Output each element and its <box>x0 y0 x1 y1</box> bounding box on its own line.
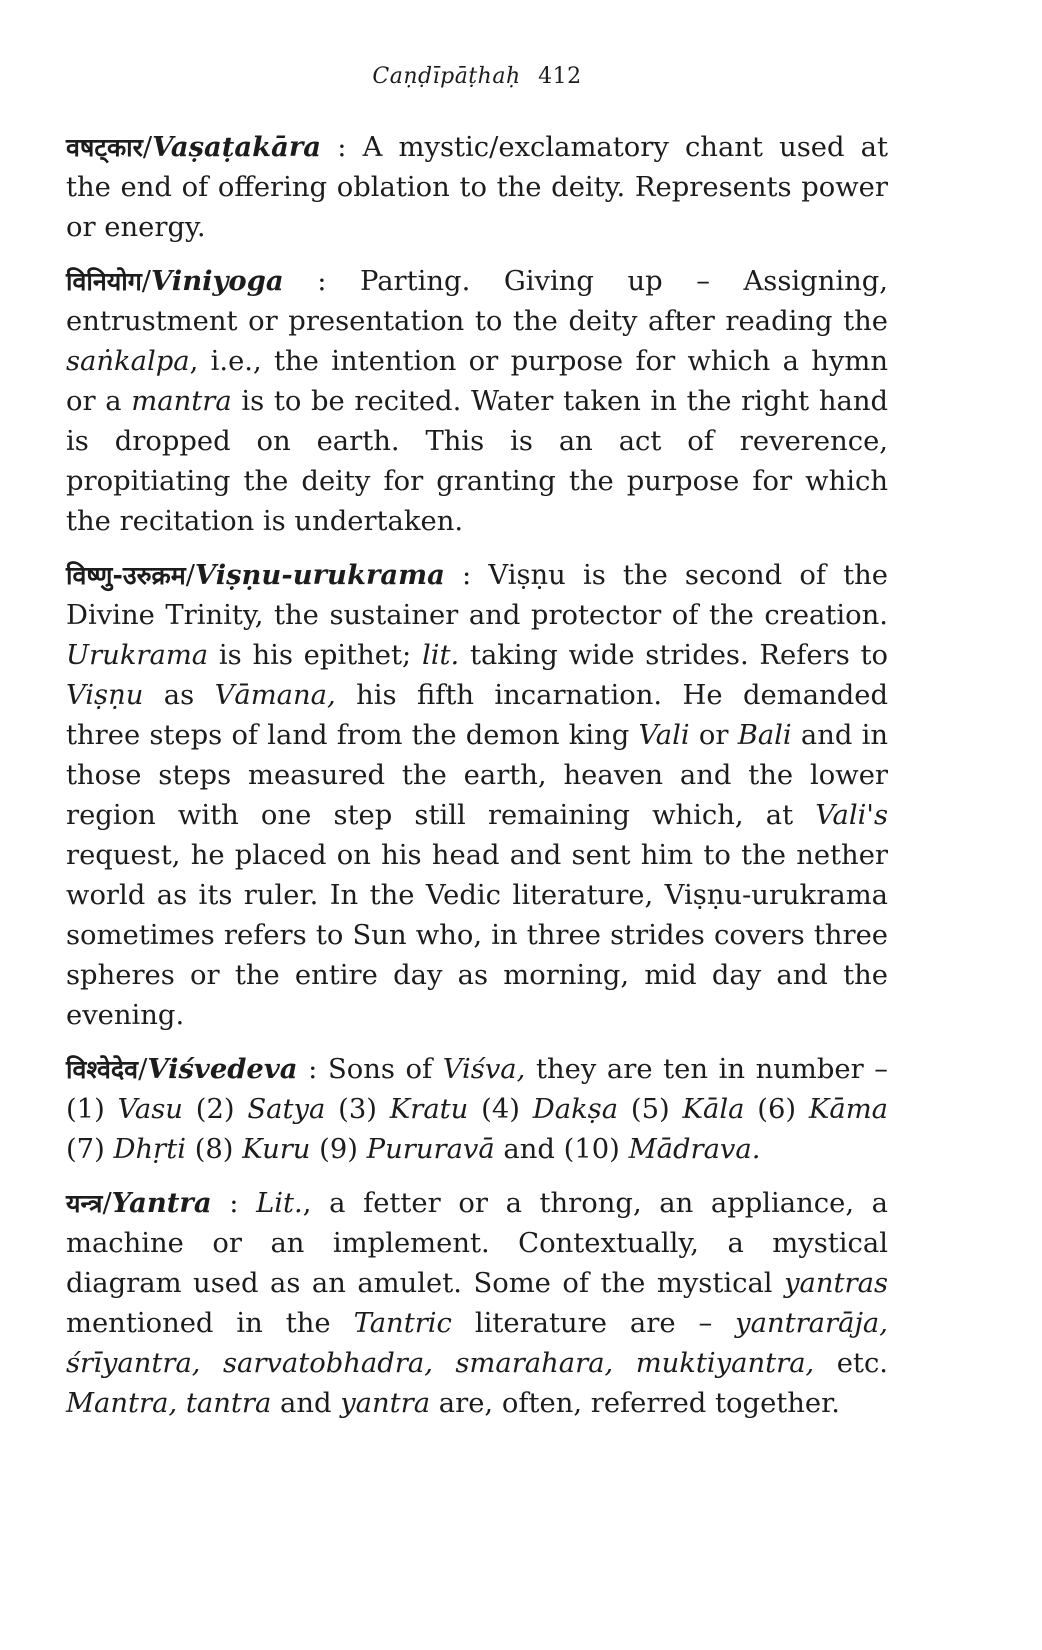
entry-italic: Tantric <box>353 1308 452 1339</box>
glossary-entry-visvedeva: विश्वेदेव/Viśvedeva : Sons of Viśva, they are ten in number – (1) Vasu (2) Satya (3) Kratu (4) Dakṣa (5) Kāla (6) Kāma (7) Dhṛti (8) Kuru (9) Pururavā and (10) Mādrava. <box>66 1053 889 1165</box>
entry-text: they are ten in number – (1) <box>66 1054 888 1125</box>
headword-transliteration: Viṣṇu-urukrama <box>194 559 445 591</box>
entry-text: (2) <box>182 1094 248 1125</box>
entry-text: taking wide strides. Refers to <box>459 640 889 671</box>
glossary-entry-yantra: यन्त्र/Yantra : Lit., a fetter or a throng, an appliance, a machine or an implement. Contextually, a mystical diagram used as an amulet. Some of the mystical yantras mentioned in the Tantric literature are – yantrarāja, śrīyantra, sarvatobhadra, smarahara, muktiyantra, etc. Mantra, tantra and yantra are, often, referred together. <box>66 1187 888 1419</box>
headword-transliteration: Yantra <box>111 1187 212 1219</box>
entry-italic: yantrarāja, śrīyantra, sarvatobhadra, smarahara, muktiyantra, <box>66 1308 888 1379</box>
entry-text: (9) <box>310 1134 367 1165</box>
entry-italic: Urukrama <box>66 640 209 671</box>
entry-italic: Kratu <box>389 1094 469 1125</box>
entry-text: and in those steps measured the earth, heaven and the lower region with one step still remaining which, at <box>66 720 888 831</box>
entry-italic: Vali <box>638 720 690 751</box>
headword-devanagari: विष्णु-उरुक्रम <box>66 561 186 590</box>
entry-text: or <box>689 720 738 751</box>
entry-italic: yantra <box>340 1388 431 1419</box>
entry-italic: Vali's <box>815 800 888 831</box>
glossary-entry-vasatakara: वषट्कार/Vaṣaṭakāra : A mystic/exclamatory chant used at the end of offering oblation to the deity. Represents power or energy. <box>66 131 888 243</box>
book-page <box>66 64 888 1437</box>
entry-italic: Mantra, tantra <box>66 1388 272 1419</box>
entry-italic: Satya <box>247 1094 326 1125</box>
entry-text: are, often, referred together. <box>430 1388 840 1419</box>
entry-italic: Kāma <box>808 1094 889 1125</box>
entry-text: (6) <box>744 1094 809 1125</box>
entry-italic: saṅkalpa <box>66 346 190 377</box>
entry-text: and <box>271 1388 341 1419</box>
entry-italic: mantra <box>131 386 232 417</box>
entry-text: Parting. Giving up – Assigning, entrustment or presentation to the deity after reading the <box>66 266 888 337</box>
entry-italic: lit. <box>422 640 460 671</box>
headword-devanagari: विश्वेदेव <box>66 1055 139 1084</box>
entry-text: request, he placed on his head and sent him to the nether world as its ruler. In the Vedic literature, Viṣṇu-urukrama sometimes refers to Sun who, in three strides covers three spheres or the entire day as morning, mid day and the evening. <box>66 840 888 1031</box>
entry-text: (8) <box>185 1134 243 1165</box>
entry-text: mentioned in the <box>66 1308 354 1339</box>
glossary-entry-viniyoga: विनियोग/Viniyoga : Parting. Giving up – Assigning, entrustment or presentation to the deity after reading the saṅkalpa, i.e., the intention or purpose for which a hymn or a mantra is to be recited. Water taken in the right hand is dropped on earth. This is an act of reverence, propitiating the deity for granting the purpose for which the recitation is undertaken. <box>66 265 889 537</box>
entry-text: A mystic/exclamatory chant used at the end of offering oblation to the deity. Represents power or energy. <box>66 132 888 243</box>
entry-text: (4) <box>468 1094 533 1125</box>
entry-italic: Vāmana, <box>214 680 336 711</box>
entry-italic: Viśva, <box>442 1054 526 1085</box>
entry-text: (7) <box>66 1134 114 1165</box>
entry-text: , i.e., the intention or purpose for which a hymn or a <box>66 346 888 417</box>
page-number: 412 <box>538 64 582 89</box>
entry-italic: Pururavā <box>366 1134 495 1165</box>
headword-devanagari: विनियोग <box>66 267 142 296</box>
entry-text: as <box>143 680 215 711</box>
running-title: Caṇḍīpāṭhaḥ <box>372 64 521 89</box>
entry-italic: Kuru <box>242 1134 311 1165</box>
entry-italic: Bali <box>737 720 792 751</box>
entry-italic: Mādrava. <box>628 1134 761 1165</box>
headword-transliteration: Viniyoga <box>151 265 284 297</box>
headword-devanagari: यन्त्र <box>66 1189 103 1218</box>
entry-text: , a fetter or a throng, an appliance, a machine or an implement. Contextually, a mystical diagram used as an amulet. Some of the mystical <box>66 1188 888 1299</box>
entry-text: (3) <box>325 1094 390 1125</box>
entry-italic: Dhṛti <box>113 1134 186 1165</box>
entry-text: etc. <box>814 1348 888 1379</box>
entry-text: literature are – <box>451 1308 736 1339</box>
entry-text: is to be recited. Water taken in the right hand is dropped on earth. This is an act of reverence, propitiating the deity for granting the purpose for which the recitation is undertaken. <box>66 386 889 537</box>
entry-text: is his epithet; <box>208 640 422 671</box>
entry-italic: yantras <box>784 1268 888 1299</box>
glossary-entry-visnu-urukrama: विष्णु-उरुक्रम/Viṣṇu-urukrama : Viṣṇu is the second of the Divine Trinity, the sustainer and protector of the creation. Urukrama is his epithet; lit. taking wide strides. Refers to Viṣṇu as Vāmana, his fifth incarnation. He demanded three steps of land from the demon king Vali or Bali and in those steps measured the earth, heaven and the lower region with one step still remaining which, at Vali's request, he placed on his head and sent him to the nether world as its ruler. In the Vedic literature, Viṣṇu-urukrama sometimes refers to Sun who, in three strides covers three spheres or the entire day as morning, mid day and the evening. <box>66 559 889 1031</box>
entry-text: Viṣṇu is the second of the Divine Trinity, the sustainer and protector of the creation. <box>66 560 888 631</box>
entry-italic: Viṣṇu <box>66 680 144 711</box>
headword-devanagari: वषट्कार <box>66 133 143 162</box>
entry-text: (5) <box>618 1094 683 1125</box>
headword-transliteration: Viśvedeva <box>147 1053 298 1085</box>
entry-text: his fifth incarnation. He demanded three steps of land from the demon king <box>66 680 888 751</box>
entry-text: Sons of <box>327 1054 443 1085</box>
entry-italic: Lit. <box>256 1188 303 1219</box>
entry-italic: Vasu <box>117 1094 183 1125</box>
headword-transliteration: Vaṣaṭakāra <box>152 131 322 163</box>
entry-italic: Dakṣa <box>532 1094 619 1125</box>
page-header <box>66 64 888 89</box>
entry-italic: Kāla <box>682 1094 745 1125</box>
entry-text: and (10) <box>494 1134 629 1165</box>
